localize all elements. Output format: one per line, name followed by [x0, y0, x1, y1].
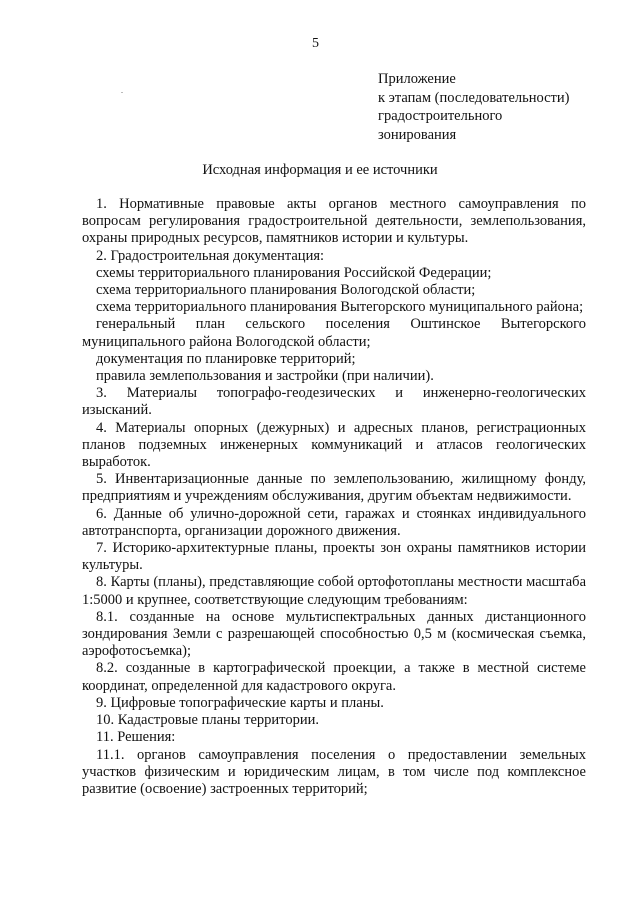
paragraph-2: 2. Градостроительная документация:: [96, 247, 325, 264]
paragraph-9: 9. Цифровые топографические карты и планы.: [96, 694, 384, 711]
paragraph-1: 1. Нормативные правовые акты органов местного самоуправления по вопросам регулирования градостроительной деятельности, землепользования, охраны природных ресурсов, памятников истории и культуры.: [82, 196, 586, 247]
appendix-line: к этапам (последовательности): [378, 89, 570, 106]
paragraph-5: 5. Инвентаризационные данные по землепользованию, жилищному фонду, предприятиям и учреждениям обслуживания, другим объектам недвижимости.: [82, 471, 586, 505]
paragraph-11-1: 11.1. органов самоуправления поселения о предоставлении земельных участков физическим и юридическим лицам, в том числе под комплексное развитие (освоение) застроенных территорий;: [82, 746, 586, 797]
paragraph-8-2: 8.2. созданные в картографической проекции, а также в местной системе координат, определенной для кадастрового округа.: [82, 660, 586, 694]
document-heading: Исходная информация и ее источники: [202, 162, 438, 178]
paragraph-4: 4. Материалы опорных (дежурных) и адресных планов, регистрационных планов подземных инженерных коммуникаций и атласов геологических выработок.: [82, 419, 586, 471]
list-item: схемы территориального планирования Российской Федерации;: [96, 264, 492, 281]
page-number: 5: [312, 36, 319, 51]
paragraph-10: 10. Кадастровые планы территории.: [96, 712, 319, 729]
appendix-line: Приложение: [378, 71, 456, 87]
list-item: схема территориального планирования Вытегорского муниципального района;: [96, 299, 584, 316]
appendix-line: зонирования: [378, 126, 457, 143]
list-item: документация по планировке территорий;: [96, 350, 356, 367]
paragraph-8: 8. Карты (планы), представляющие собой ортофотопланы местности масштаба 1:5000 и крупнее, соответствующие следующим требованиям:: [82, 574, 586, 608]
document-body: [82, 196, 586, 798]
list-item: схема территориального планирования Вологодской области;: [96, 282, 476, 299]
appendix-block: [378, 70, 569, 144]
paragraph-3: 3. Материалы топографо-геодезических и инженерно-геологических изысканий.: [82, 385, 586, 419]
paragraph-11: 11. Решения:: [96, 729, 176, 746]
list-item: правила землепользования и застройки (при наличии).: [96, 368, 434, 385]
list-item: генеральный план сельского поселения Оштинское Вытегорского муниципального района Вологодской области;: [82, 316, 586, 350]
scan-speck: [121, 92, 123, 93]
paragraph-6: 6. Данные об улично-дорожной сети, гаражах и стоянках индивидуального автотранспорта, организации дорожного движения.: [82, 505, 586, 539]
appendix-line: градостроительного: [378, 108, 503, 124]
paragraph-7: 7. Историко-архитектурные планы, проекты зон охраны памятников истории культуры.: [82, 540, 586, 574]
paragraph-8-1: 8.1. созданные на основе мультиспектральных данных дистанционного зондирования Земли с разрешающей способностью 0,5 м (космическая съемка, аэрофотосъемка);: [82, 608, 586, 660]
